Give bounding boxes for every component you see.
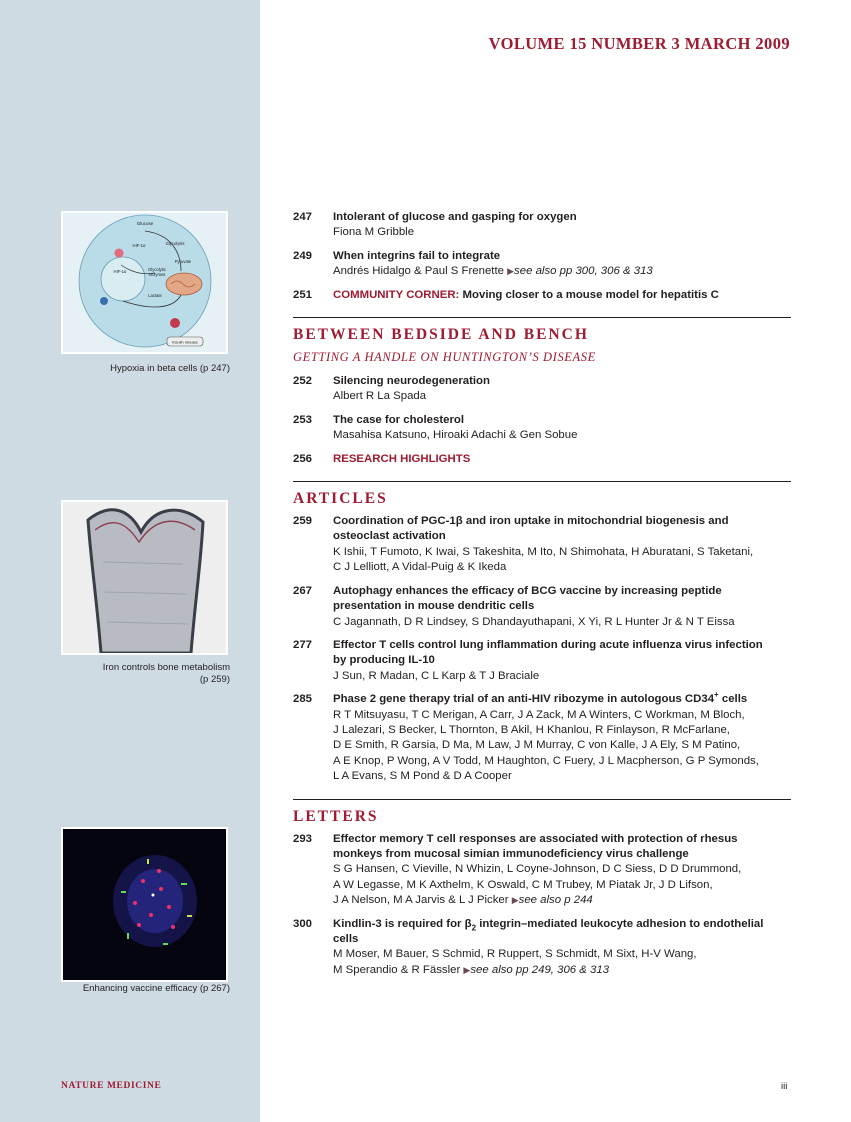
label-insulin: Insulin release [172, 339, 198, 345]
figure-caption: Enhancing vaccine efficacy (p 267) [82, 983, 230, 994]
entry-authors: J Sun, R Madan, C L Karp & T J Braciale [333, 669, 540, 682]
entry-authors: Masahisa Katsuno, Hiroaki Adachi & Gen Sobue [333, 429, 578, 442]
section-bedside [293, 317, 791, 467]
page-number: 256 [293, 452, 313, 465]
entry-title: Kindlin-3 is required for $\beta_2$ integrin–mediated leukocyte adhesion to endothelial [333, 917, 764, 932]
entry-authors: M Moser, M Bauer, S Schmid, R Ruppert, S Schmidt, M Sixt, H-V Wang, [333, 948, 697, 961]
page-number: 300 [293, 917, 313, 930]
see-also-arrow-icon: ▶ [507, 266, 515, 277]
contents-main [293, 210, 791, 986]
entry-title-line2: osteoclast activation [333, 530, 446, 543]
entry-title-line2: cells [333, 933, 359, 945]
entry-title: Coordination of PGC-1β and iron uptake in mitochondrial biogenesis and [333, 515, 729, 528]
label-lactate: Lactate [148, 293, 162, 298]
entry-title: Autophagy enhances the efficacy of BCG vaccine by increasing peptide [333, 584, 722, 597]
entry-authors: A W Legasse, M K Axthelm, K Oswald, C M Trubey, M Piatak Jr, J D Lifson, [333, 878, 713, 891]
entry-authors: J Lalezari, S Becker, L Thornton, B Akil, H Khanlou, R Finlayson, R McFarlane, [333, 723, 730, 736]
label-enzymes: enzymes [148, 272, 166, 277]
entry-authors: Fiona M Gribble [333, 226, 415, 239]
label-hif1a-top: HIF-1α [132, 243, 146, 248]
see-also-arrow-icon: ▶ [463, 964, 471, 975]
toc-entry[interactable] [293, 584, 791, 630]
toc-entry[interactable] [293, 917, 791, 979]
figure-caption: Iron controls bone metabolism [102, 662, 230, 673]
toc-entry[interactable] [293, 374, 791, 405]
issue-header: VOLUME 15 NUMBER 3 MARCH 2009 [488, 34, 790, 53]
entry-title: Intolerant of glucose and gasping for oxygen [333, 211, 577, 223]
entry-authors: A E Knop, P Wong, A V Todd, M Haughton, C Fuery, J L Macpherson, G P Symonds, [333, 754, 759, 767]
page-number: 253 [293, 413, 313, 426]
hypoxia-figure [61, 211, 228, 354]
toc-entry[interactable] [293, 638, 791, 684]
entry-authors: L A Evans, S M Pond & D A Cooper [333, 770, 512, 783]
research-highlights-label: RESEARCH HIGHLIGHTS [333, 452, 471, 465]
entry-authors: S G Hansen, C Vieville, N Whizin, L Coyne-Johnson, D C Siess, D D Drummond, [333, 863, 742, 876]
entry-authors: C J Lelliott, A Vidal-Puig & K Ikeda [333, 561, 507, 574]
label-hif1a-nucleus: HIF-1α [113, 269, 127, 274]
page-number: 259 [293, 515, 313, 528]
page-number: 285 [293, 693, 313, 706]
entry-title-line2: monkeys from mucosal simian immunodeficiency virus challenge [333, 847, 689, 860]
section-letters [293, 799, 791, 979]
figure-caption: Hypoxia in beta cells (p 247) [110, 363, 230, 374]
label-glucose: Glucose [136, 221, 154, 226]
toc-entry[interactable] [293, 514, 791, 576]
page-number: 249 [293, 249, 313, 262]
entry-authors: Andrés Hidalgo & Paul S Frenette [333, 265, 508, 278]
fluorescence-image [63, 829, 226, 980]
entry-authors: R T Mitsuyasu, T C Merigan, A Carr, J A Zack, M A Winters, C Workman, M Bloch, [333, 708, 745, 721]
entry-title: When integrins fail to integrate [333, 249, 501, 262]
page-number: 247 [293, 211, 313, 223]
page-number: 251 [293, 288, 313, 301]
toc-entry[interactable] [293, 413, 791, 444]
see-also-link[interactable]: see also pp 249, 306 & 313 [470, 963, 610, 976]
toc-entry[interactable] [293, 210, 791, 241]
folio-number: iii [781, 1081, 788, 1092]
section-articles [293, 481, 791, 785]
label-glycolysis: Glycolysis [165, 241, 185, 246]
section-subheading: GETTING A HANDLE ON HUNTINGTON’S DISEASE [293, 350, 596, 365]
community-corner-label: COMMUNITY CORNER: [333, 288, 460, 301]
entry-title-line2: presentation in mouse dendritic cells [333, 600, 535, 613]
entry-authors: D E Smith, R Garsia, D Ma, M Law, J M Murray, C von Kalle, J A Ely, S M Patino, [333, 739, 741, 752]
section-heading: BETWEEN BEDSIDE AND BENCH [293, 326, 589, 344]
entry-title: Moving closer to a mouse model for hepatitis C [462, 288, 719, 301]
entry-authors: Albert R La Spada [333, 390, 427, 403]
vaccine-figure [61, 827, 228, 982]
entry-title: The case for cholesterol [333, 413, 465, 426]
page-number: 277 [293, 638, 313, 651]
entry-title-line2: by producing IL-10 [333, 654, 435, 667]
section-heading: ARTICLES [293, 490, 388, 508]
bone-figure [61, 500, 228, 655]
entry-title: Effector memory T cell responses are associated with protection of rhesus [333, 832, 738, 845]
entry-authors: K Ishii, T Fumoto, K Iwai, S Takeshita, M Ito, N Shimohata, H Aburatani, S Taketani, [333, 545, 754, 558]
journal-name: NATURE MEDICINE [61, 1081, 162, 1091]
see-also-arrow-icon: ▶ [511, 895, 519, 906]
figure-caption-page: (p 259) [199, 674, 230, 685]
section-heading: LETTERS [293, 807, 379, 825]
entry-title: Effector T cells control lung inflammation during acute influenza virus infection [333, 638, 763, 651]
toc-entry[interactable] [293, 692, 791, 784]
hypoxia-diagram [63, 213, 226, 352]
page-number: 267 [293, 584, 313, 597]
bone-section-image [63, 502, 226, 653]
entry-title: Silencing neurodegeneration [333, 375, 490, 388]
toc-entry[interactable] [293, 832, 791, 909]
see-also-link[interactable]: see also pp 300, 306 & 313 [514, 265, 653, 278]
see-also-link[interactable]: see also p 244 [518, 894, 593, 907]
page-number: 252 [293, 375, 313, 388]
entry-authors: J A Nelson, M A Jarvis & L J Picker [333, 894, 512, 907]
label-glycolytic: Glycolytic [148, 267, 166, 272]
toc-entry[interactable] [293, 452, 791, 467]
entry-authors: C Jagannath, D R Lindsey, S Dhandayuthapani, X Yi, R L Hunter Jr & N T Eissa [333, 615, 735, 628]
label-pyruvate: Pyruvate [174, 259, 192, 264]
entry-title: Phase 2 gene therapy trial of an anti-HIV ribozyme in autologous CD34+ cells [333, 690, 748, 706]
entry-authors: M Sperandio & R Fässler [333, 963, 464, 976]
toc-entry[interactable] [293, 288, 791, 303]
page-number: 293 [293, 832, 313, 845]
toc-entry[interactable] [293, 249, 791, 280]
